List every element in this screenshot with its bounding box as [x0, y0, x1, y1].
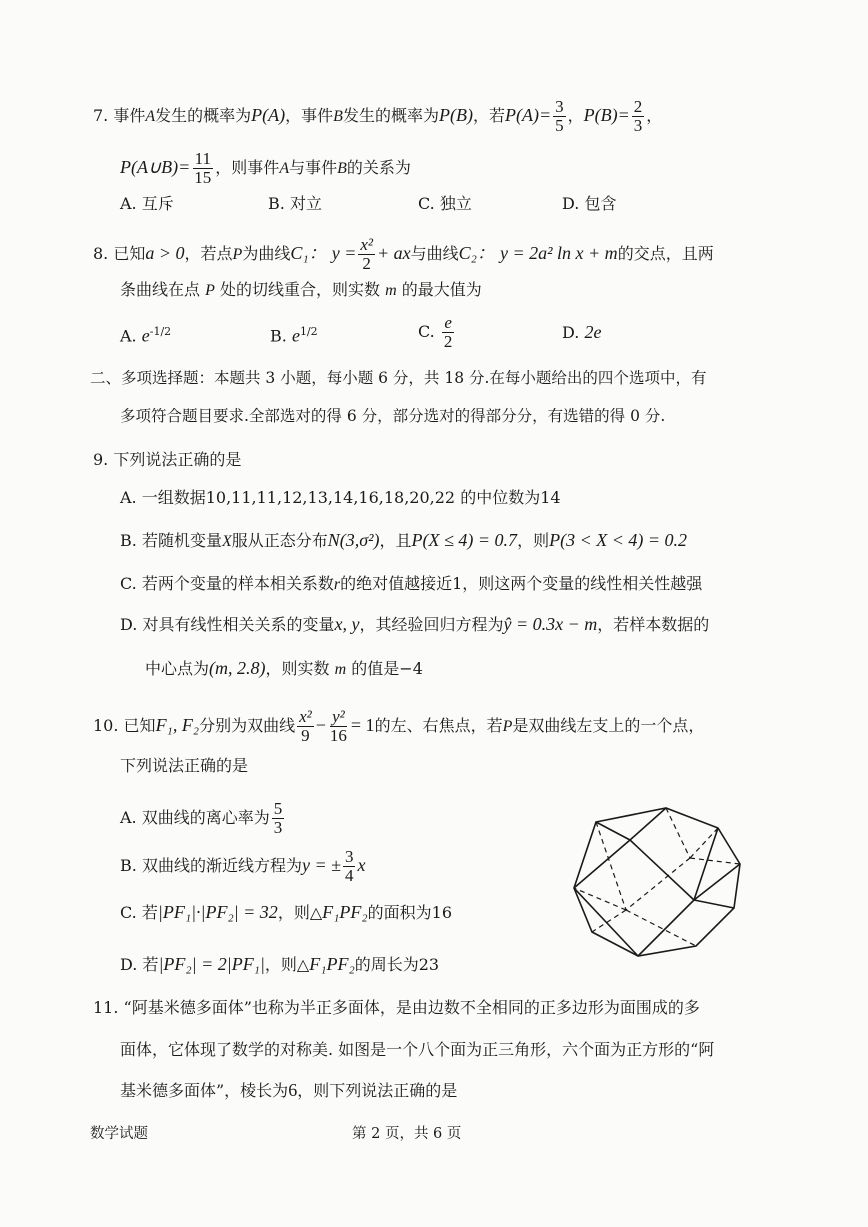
q7-math: P(A): [251, 105, 286, 125]
q10-text: 是双曲线左支上的一个点，: [512, 716, 705, 735]
option-label: B.: [120, 856, 137, 875]
q9-math: N(3,σ²): [327, 530, 380, 550]
frac-num: 5: [273, 799, 283, 818]
q11-math: 6: [288, 1080, 298, 1100]
edge: [596, 822, 630, 840]
q8-text: 的最大值为: [401, 280, 482, 299]
option-label: D.: [562, 323, 580, 342]
visible-edges: [574, 808, 740, 956]
q10-math: = 1: [350, 715, 375, 735]
option-text: 一组数据10,11,11,12,13,14,16,18,20,22 的中位数为14: [141, 488, 561, 507]
q10-fraction: [328, 708, 349, 745]
frac-num: 11: [194, 149, 211, 168]
hidden-edges: [574, 808, 740, 946]
option-text: 包含: [584, 194, 617, 213]
q8-math: C₁：: [290, 243, 327, 263]
q7-line1: 7. 事件A发生的概率为P(A)，事件B发生的概率为P(B)，若P(A)= $\frac{3}{5}$ ，P(B)= $\frac{2}{3}$ ，: [93, 97, 663, 135]
option-text: e: [141, 325, 150, 346]
option-text: 若随机变量: [141, 531, 222, 550]
q10-var: P: [502, 718, 513, 735]
frac-den: 4: [344, 866, 354, 885]
option-label: C.: [120, 903, 137, 922]
option-text: 若: [142, 955, 159, 974]
q7-text: ，若: [472, 106, 505, 125]
option-text: 双曲线的渐近线方程为: [141, 856, 302, 875]
q8-option-b: [270, 322, 318, 346]
hidden-edge: [626, 910, 696, 946]
q7-math: P(B)=: [583, 105, 630, 125]
option-label: C.: [120, 574, 137, 593]
option-exponent: 1/2: [299, 325, 318, 338]
q10-option-c: [120, 902, 452, 923]
frac-num: 2: [633, 97, 643, 116]
q8-option-c: [418, 314, 456, 351]
q9-stem: [93, 450, 241, 470]
option-text: 的值是−4: [351, 659, 423, 678]
option-text: ，则△: [264, 955, 310, 974]
option-label: A.: [120, 194, 137, 213]
q7-fraction: [632, 98, 645, 135]
option-text: 服从正态分布: [231, 531, 328, 550]
option-text: 对立: [289, 194, 322, 213]
edge: [630, 840, 694, 900]
q11-line2: 面体，它体现了数学的对称美. 如图是一个八个面为正三角形，六个面为正方形的“阿: [120, 1040, 715, 1059]
q9-var: m: [334, 661, 347, 678]
option-label: C.: [418, 322, 435, 341]
option-text: ，其经验回归方程为: [359, 615, 504, 634]
q10-math: F₁PF₂: [322, 902, 368, 922]
q9-var: X: [221, 533, 232, 550]
frac-num: y²: [332, 707, 345, 726]
q11-number: 11.: [93, 998, 119, 1017]
outline-edge: [574, 808, 740, 956]
q7-text: 发生的概率为: [155, 106, 252, 125]
frac-num: 3: [555, 97, 564, 116]
q7-var: B: [333, 108, 343, 125]
q8-var: m: [385, 282, 397, 299]
q10-line2: 下列说法正确的是: [120, 756, 249, 775]
option-label: D.: [120, 615, 138, 634]
q7-text: ，事件: [285, 106, 334, 125]
q10-text: 的左、右焦点，若: [374, 716, 503, 735]
hidden-edge: [690, 858, 740, 864]
q9-math: ŷ = 0.3x − m: [503, 614, 598, 634]
option-text: e: [291, 325, 300, 346]
q8-text: ，若点: [184, 244, 233, 263]
q10-math: −: [315, 715, 326, 735]
q8-var: P: [232, 246, 243, 263]
option-text: ，若样本数据的: [597, 615, 710, 634]
frac-num: x²: [299, 707, 312, 726]
edge: [694, 828, 718, 900]
section2-heading-line2: 多项符合题目要求.全部选对的得 6 分，部分选对的得部分分，有选错的得 0 分.: [120, 407, 666, 425]
q8-math: y =: [331, 243, 357, 263]
q8-number: 8.: [93, 244, 109, 263]
archimedean-polyhedron-figure: [568, 800, 748, 960]
q8-fraction: [358, 236, 375, 273]
option-label: B.: [120, 531, 137, 550]
q8-line2: [120, 280, 482, 301]
footer-subject: 数学试题: [90, 1126, 148, 1142]
q7-option-a: [120, 194, 174, 214]
q10-math: |PF₂| = 2|PF₁|: [158, 954, 265, 974]
q8-text: 与曲线: [410, 244, 459, 263]
q10-line1: [93, 708, 704, 745]
footer-page-number: 第 2 页，共 6 页: [352, 1126, 462, 1142]
edge: [694, 864, 740, 900]
q7-math: P(A∪B)=: [120, 157, 191, 177]
q9-option-c: [120, 574, 702, 595]
q8-math: C₂：: [458, 243, 495, 263]
option-text: 独立: [439, 194, 472, 213]
frac-num: 3: [344, 847, 354, 866]
q7-text: 与事件: [289, 158, 338, 177]
frac-den: 3: [633, 116, 643, 135]
q10-option-b: [120, 848, 365, 885]
q7-var: A: [145, 108, 156, 125]
q10-math: |PF₁|·|PF₂| = 32: [157, 902, 278, 922]
option-text: ，则: [517, 531, 550, 550]
q9-math: x, y: [334, 614, 360, 634]
q7-fraction: [553, 98, 566, 135]
q9-var: r: [333, 576, 341, 593]
option-text: ，则实数: [265, 659, 330, 678]
q10-number: 10.: [93, 716, 119, 735]
q9-option-d-line2: [145, 658, 423, 680]
frac-num: x²: [360, 235, 373, 254]
q10-text: 已知: [123, 716, 156, 735]
q9-option-a: [120, 488, 561, 508]
frac-den: 5: [555, 116, 564, 135]
q8-options: [120, 313, 640, 352]
q8-var: P: [205, 282, 215, 299]
frac-den: 3: [273, 818, 283, 837]
q10-fraction: [297, 708, 314, 745]
q9-math: P(3 < X < 4) = 0.2: [549, 530, 687, 550]
q10-math: F₁, F₂: [155, 715, 200, 735]
option-label: A.: [120, 326, 137, 346]
q7-text: 事件: [113, 106, 146, 125]
q9-text: 下列说法正确的是: [113, 450, 242, 469]
q8-math: a > 0: [145, 243, 185, 263]
option-text: 双曲线的离心率为: [141, 808, 270, 827]
option-fraction: [343, 848, 356, 885]
q8-option-d: [562, 322, 601, 343]
q7-text: 发生的概率为: [342, 106, 439, 125]
option-text: 的绝对值越接近1，则这两个变量的线性相关性越强: [340, 574, 703, 593]
q7-math: P(A)=: [504, 105, 552, 125]
option-text: 若两个变量的样本相关系数: [141, 574, 334, 593]
q11-text: 基米德多面体”，棱长为: [120, 1081, 289, 1100]
option-label: A.: [120, 488, 137, 507]
q7-option-d: [562, 194, 616, 214]
q8-text: 处的切线重合，则实数: [219, 280, 380, 299]
q9-math: P(X ≤ 4) = 0.7: [411, 530, 518, 550]
option-label: D.: [120, 955, 138, 974]
option-label: D.: [562, 194, 580, 213]
option-label: A.: [120, 808, 137, 827]
option-text: 互斥: [141, 194, 174, 213]
q8-text: 为曲线: [242, 244, 291, 263]
q8-text: 的交点，且两: [617, 244, 714, 263]
q11-line1: [93, 998, 700, 1018]
q10-option-d: [120, 954, 439, 975]
q7-option-c: [418, 194, 472, 214]
q7-number: 7.: [93, 106, 109, 125]
q7-option-b: [268, 194, 322, 214]
q7-var: B: [337, 160, 347, 177]
q10-text: 分别为双曲线: [199, 716, 296, 735]
q8-line1: [93, 236, 714, 273]
q10-math: F₁PF₂: [309, 954, 355, 974]
edge: [630, 808, 666, 840]
q9-option-b: [120, 530, 687, 552]
q7-text: ，则事件: [215, 158, 280, 177]
option-text: 的周长为23: [354, 955, 440, 974]
frac-den: 2: [362, 254, 371, 273]
q9-math: (m, 2.8): [209, 658, 266, 678]
q8-text: 已知: [113, 244, 146, 263]
option-text: 的面积为16: [367, 903, 453, 922]
q9-number: 9.: [93, 450, 109, 469]
option-text: 若: [141, 903, 158, 922]
option-label: B.: [268, 194, 285, 213]
frac-num: e: [444, 313, 452, 332]
option-label: B.: [270, 326, 287, 346]
option-text: ，且: [379, 531, 412, 550]
q7-math: P(B): [438, 105, 473, 125]
option-exponent: -1/2: [149, 325, 172, 338]
q11-text: ，则下列说法正确的是: [297, 1081, 458, 1100]
frac-den: 9: [301, 726, 310, 745]
option-fraction: [442, 314, 455, 351]
q7-line2: [120, 150, 411, 187]
option-text: 2e: [584, 322, 602, 342]
frac-den: 2: [443, 332, 453, 351]
edge: [574, 888, 638, 956]
option-label: C.: [418, 194, 435, 213]
q9-option-d: [120, 614, 709, 635]
q8-math: y = 2a² ln x + m: [500, 243, 618, 263]
q10-option-a: [120, 800, 286, 837]
q7-fraction: [192, 150, 213, 187]
frac-den: 15: [194, 168, 212, 187]
frac-den: 16: [329, 726, 347, 745]
q10-math: y = ±: [301, 855, 341, 875]
q8-option-a: [120, 322, 171, 346]
option-text: 对具有线性相关关系的变量: [142, 615, 335, 634]
q8-math: + ax: [377, 243, 411, 263]
q8-text: 条曲线在点: [120, 280, 201, 299]
option-text: 中心点为: [145, 659, 210, 678]
q7-text: 的关系为: [346, 158, 411, 177]
q11-line3: [120, 1080, 457, 1101]
section2-heading-line1: 二、多项选择题：本题共 3 小题，每小题 6 分，共 18 分.在每小题给出的四个选项中，有: [90, 369, 707, 387]
option-fraction: [272, 800, 285, 837]
option-text: ，则△: [277, 903, 323, 922]
q7-var: A: [279, 160, 290, 177]
q11-text: “阿基米德多面体”也称为半正多面体，是由边数不全相同的正多边形为面围成的多: [123, 998, 700, 1017]
q10-math: x: [357, 855, 366, 875]
edge: [694, 900, 734, 908]
